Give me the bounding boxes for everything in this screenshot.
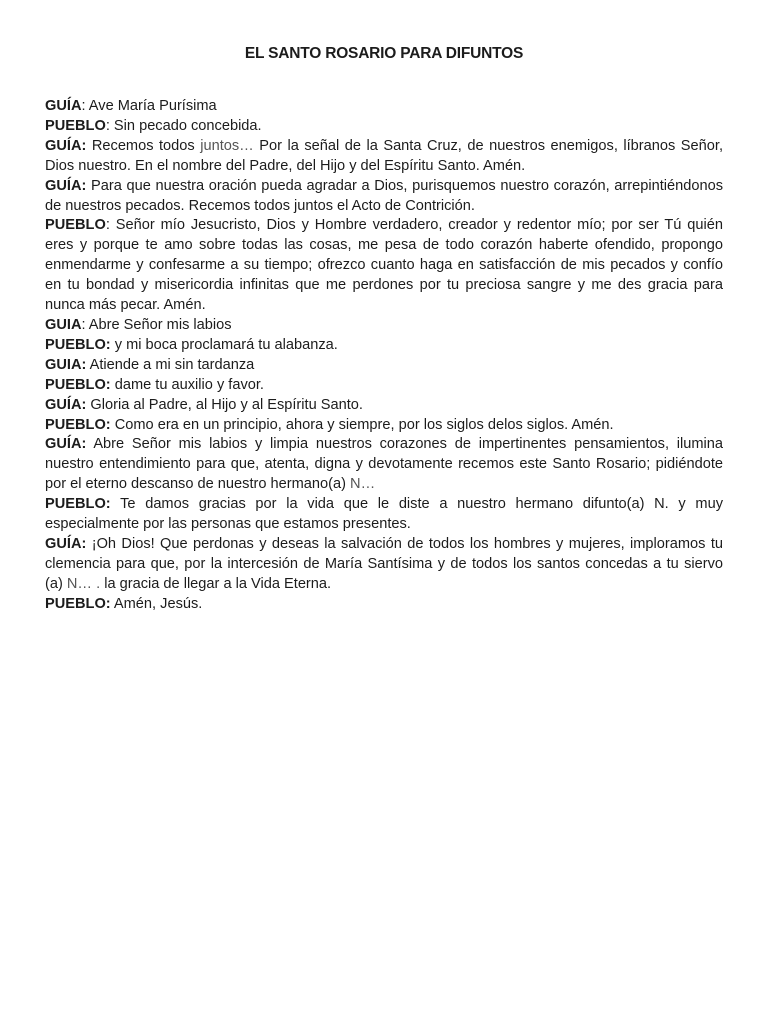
document-body xyxy=(45,97,723,615)
paragraph-guia xyxy=(45,97,723,117)
paragraph-text: Sin pecado concebida. xyxy=(109,117,262,134)
paragraph-text: Atiende a mi sin tardanza xyxy=(86,356,255,373)
speaker-label: PUEBLO xyxy=(45,217,106,234)
paragraph-guia xyxy=(45,177,723,217)
paragraph-pueblo xyxy=(45,376,723,396)
paragraph-text: la gracia de llegar a la Vida Eterna. xyxy=(100,575,332,592)
speaker-label: GUIA xyxy=(45,316,82,333)
speaker-separator: : xyxy=(105,217,110,234)
placeholder-text: N… xyxy=(350,476,376,493)
speaker-label: GUÍA: xyxy=(45,137,87,154)
speaker-label: PUEBLO: xyxy=(45,336,111,353)
placeholder-text: N… . xyxy=(66,575,101,592)
paragraph-text: Recemos todos xyxy=(86,137,201,154)
speaker-separator: : xyxy=(81,316,86,333)
speaker-label: GUÍA xyxy=(45,98,82,114)
paragraph-text: ¡Oh Dios! Que perdonas y deseas la salvación de todos los hombres y mujeres, imploramos tu clemencia para que, por la intercesión de María Santísima y de todos los santos concedas a tu siervo (a) xyxy=(45,535,723,592)
paragraph-pueblo xyxy=(45,117,723,137)
speaker-label: PUEBLO: xyxy=(45,376,111,393)
document-title: EL SANTO ROSARIO PARA DIFUNTOS xyxy=(244,45,524,62)
paragraph-pueblo xyxy=(45,595,723,615)
paragraph-text: Abre Señor mis labios xyxy=(85,316,232,333)
paragraph-pueblo xyxy=(45,495,723,535)
paragraph-guia xyxy=(45,535,723,595)
speaker-label: GUÍA: xyxy=(45,177,87,194)
paragraph-pueblo xyxy=(45,216,723,316)
speaker-label: PUEBLO xyxy=(45,117,106,134)
paragraph-guia xyxy=(45,316,723,336)
speaker-label: GUÍA: xyxy=(45,436,87,453)
speaker-label: PUEBLO: xyxy=(45,595,111,612)
speaker-label: GUÍA: xyxy=(45,396,87,413)
speaker-separator: : xyxy=(81,98,86,114)
paragraph-text: Abre Señor mis labios y limpia nuestros corazones de impertinentes pensamientos, ilumina nuestro entendimiento para que, atenta, digna y devotamente recemos este Santo Rosario; pidiéndote por el eterno descanso de nuestro hermano(a) xyxy=(45,436,723,493)
paragraph-guia xyxy=(45,356,723,376)
document-page xyxy=(45,44,723,615)
paragraph-text: Te damos gracias por la vida que le diste a nuestro hermano difunto(a) N. y muy especialmente por las personas que estamos presentes. xyxy=(45,496,723,533)
paragraph-pueblo xyxy=(45,416,723,436)
speaker-label: PUEBLO: xyxy=(45,416,111,433)
paragraph-guia xyxy=(45,435,723,495)
paragraph-text: Amén, Jesús. xyxy=(110,595,203,612)
speaker-label: GUIA: xyxy=(45,356,87,373)
speaker-separator: : xyxy=(105,117,110,134)
paragraph-guia xyxy=(45,137,723,177)
paragraph-pueblo xyxy=(45,336,723,356)
placeholder-text: juntos… xyxy=(200,137,254,154)
paragraph-text: dame tu auxilio y favor. xyxy=(110,376,264,393)
paragraph-guia xyxy=(45,396,723,416)
paragraph-text: Señor mío Jesucristo, Dios y Hombre verdadero, creador y redentor mío; por ser Tú quién eres y porque te amo sobre todas las cosas, me pesa de todo corazón haberte ofendido, propongo enmendarme y confesarme a su tiempo; ofrezco cuanto haga en satisfacción de mis pecados y confío en tu bondad y misericordia infinitas que me perdones por tu preciosa sangre y me des gracia para nunca más pecar. Amén. xyxy=(45,217,723,314)
speaker-label: PUEBLO: xyxy=(45,496,111,513)
speaker-label: GUÍA: xyxy=(45,535,87,552)
paragraph-text: y mi boca proclamará tu alabanza. xyxy=(110,336,338,353)
paragraph-text: Para que nuestra oración pueda agradar a Dios, purisquemos nuestro corazón, arrepintiéndonos de nuestros pecados. Recemos todos juntos el Acto de Contrición. xyxy=(45,177,723,214)
paragraph-text: Gloria al Padre, al Hijo y al Espíritu Santo. xyxy=(86,396,363,413)
paragraph-text: Ave María Purísima xyxy=(85,98,217,114)
paragraph-text: Por la señal de la Santa Cruz, de nuestros enemigos, líbranos Señor, Dios nuestro. En el nombre del Padre, del Hijo y del Espíritu Santo. Amén. xyxy=(45,137,723,174)
paragraph-text: Como era en un principio, ahora y siempre, por los siglos delos siglos. Amén. xyxy=(110,416,614,433)
